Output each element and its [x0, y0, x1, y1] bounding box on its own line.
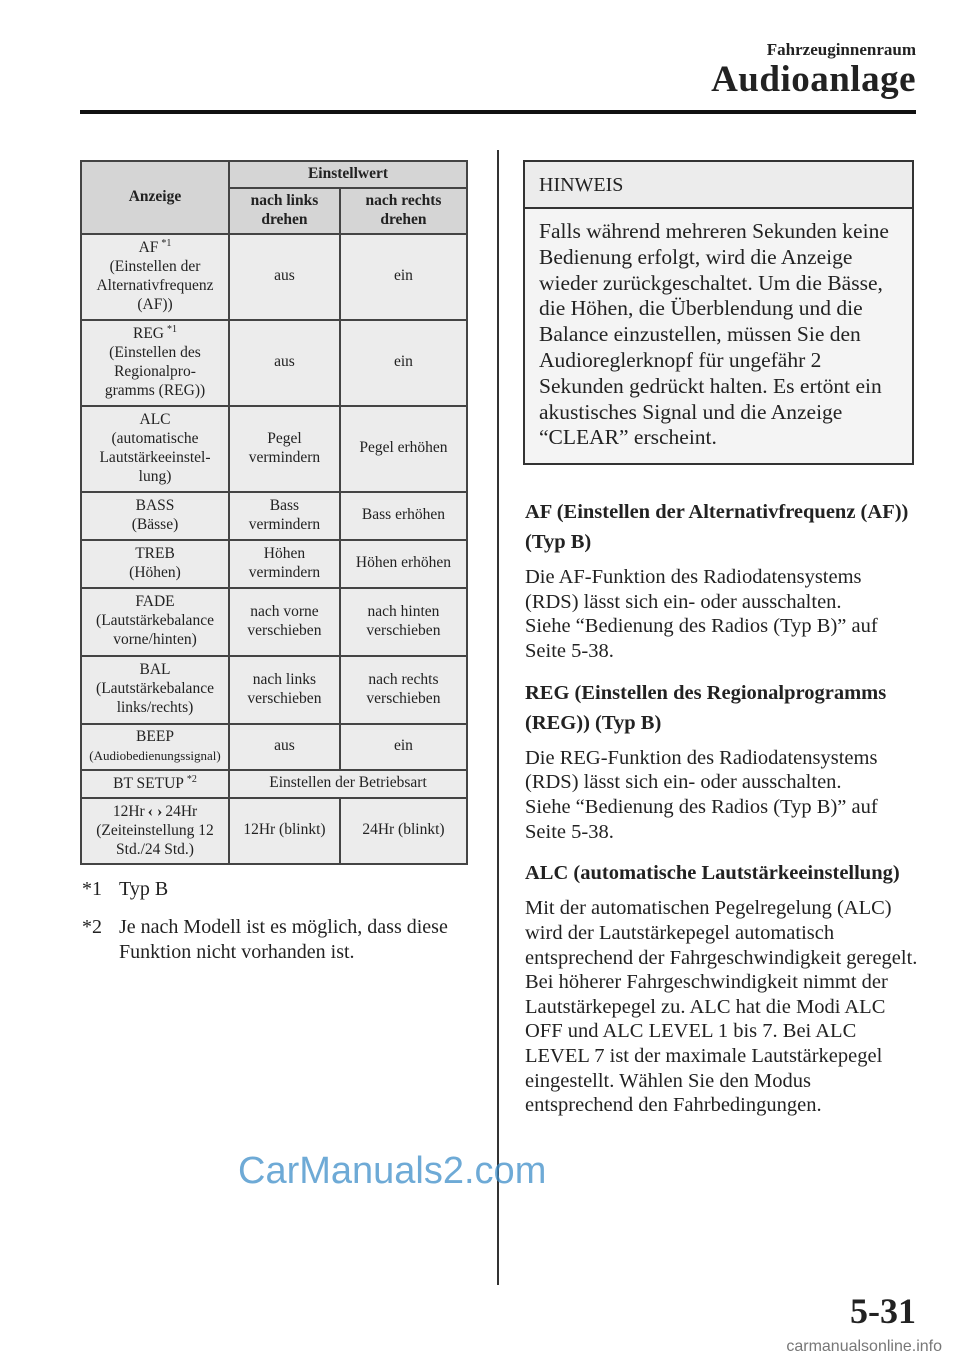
row-label: TREB (Höhen) — [81, 540, 229, 588]
cell-right: ein — [340, 320, 467, 406]
watermark: CarManuals2.com — [238, 1150, 547, 1192]
table-row — [81, 798, 467, 864]
section-heading: AF (Einstellen der Alternativfrequenz (AF)) (Typ B) — [525, 501, 909, 554]
row-label: BASS (Bässe) — [81, 492, 229, 540]
table-row — [81, 724, 467, 770]
cell-left: Höhen vermindern — [229, 540, 340, 588]
cell-right: Pegel erhöhen — [340, 406, 467, 492]
cell-right: Bass erhöhen — [340, 492, 467, 540]
watermark: carmanualsonline.info — [786, 1338, 942, 1355]
cell-left: aus — [229, 234, 340, 320]
page-number: 5-31 — [850, 1291, 916, 1331]
table-row — [81, 588, 467, 656]
row-label: BT SETUP $^{*2}$ — [81, 770, 229, 798]
cell-left: nach links verschieben — [229, 656, 340, 724]
header-turn-left: nach links drehen — [229, 188, 340, 234]
cell-left: Pegel vermindern — [229, 406, 340, 492]
note-body: Falls während mehreren Sekunden keine Bedienung erfolgt, wird die Anzeige wieder zurückgeschaltet. Um die Bässe, die Höhen, die Überblendung und die Balance einzustellen, müssen Sie den Audioreglerknopf für ungefähr 2 Sekunden gedrückt halten. Es ertönt ein akustisches Signal und die Anzeige “CLEAR” erscheint. — [525, 209, 912, 463]
cell-right: ein — [340, 234, 467, 320]
table-row — [81, 320, 467, 406]
cell-bt-setup-value: Einstellen der Betriebsart — [229, 770, 467, 798]
header-anzeige: Anzeige — [81, 161, 229, 234]
note-box — [523, 160, 914, 465]
section-heading: REG (Einstellen des Regionalprogramms (REG)) (Typ B) — [525, 681, 887, 734]
table-row — [81, 656, 467, 724]
row-label: BAL (Lautstärkebalance links/rechts) — [81, 656, 229, 724]
section-heading: ALC (automatische Lautstärkeeinstellung) — [525, 862, 900, 885]
table-row — [81, 540, 467, 588]
cell-right: 24Hr (blinkt) — [340, 798, 467, 864]
cell-right: ein — [340, 724, 467, 770]
table-row — [81, 234, 467, 320]
row-label: REG $^{*1}$ (Einstellen des Regionalpro- gramms (REG)) — [81, 320, 229, 406]
cell-right: nach rechts verschieben — [340, 656, 467, 724]
row-label: BEEP (Audiobedienungssignal) — [81, 724, 229, 770]
footnotes — [82, 877, 482, 978]
cell-right: nach hinten verschieben — [340, 588, 467, 656]
section-body: Die AF-Funktion des Radiodatensystems (RDS) lässt sich ein- oder ausschalten. Siehe “Bedienung des Radios (Typ B)” auf Seite 5-38. — [525, 566, 878, 663]
section-body: Mit der automatischen Pegelregelung (ALC) wird der Lautstärkepegel automatisch entsprechend der Fahrgeschwindigkeit geregelt. Bei höherer Fahrgeschwindigkeit nimmt der Lautstärkepegel zu. ALC hat die Modi ALC OFF und ALC LEVEL 1 bis 7. Bei ALC LEVEL 7 ist der maximale Lautstärkepegel eingestellt. Wählen Sie den Modus entsprechend den Fahrbedingungen. — [525, 897, 918, 1117]
table-row — [81, 492, 467, 540]
page-title: Audioanlage — [711, 59, 916, 100]
note-title: HINWEIS — [525, 162, 912, 209]
cell-left: 12Hr (blinkt) — [229, 798, 340, 864]
cell-left: aus — [229, 320, 340, 406]
cell-left: aus — [229, 724, 340, 770]
settings-table — [80, 160, 468, 865]
header-rule — [80, 110, 916, 114]
row-label: 12Hr ‹ › 24Hr (Zeiteinstellung 12 Std./24 Std.) — [81, 798, 229, 864]
left-right-arrows-icon: ‹ › — [147, 802, 163, 820]
table-row — [81, 770, 467, 798]
section-body: Die REG-Funktion des Radiodatensystems (RDS) lässt sich ein- oder ausschalten. Siehe “Bedienung des Radios (Typ B)” auf Seite 5-38. — [525, 746, 878, 843]
section-label: Fahrzeuginnenraum — [766, 40, 916, 59]
footnote: *2 Je nach Modell ist es möglich, dass diese Funktion nicht vorhanden ist. — [82, 915, 448, 964]
column-divider — [497, 150, 499, 1285]
row-label: FADE (Lautstärkebalance vorne/hinten) — [81, 588, 229, 656]
cell-right: Höhen erhöhen — [340, 540, 467, 588]
cell-left: nach vorne verschieben — [229, 588, 340, 656]
table-row — [81, 406, 467, 492]
footnote: *1 Typ B — [82, 878, 169, 900]
cell-left: Bass vermindern — [229, 492, 340, 540]
row-label: AF $^{*1}$ (Einstellen der Alternativfrequenz (AF)) — [81, 234, 229, 320]
right-column-text — [525, 497, 920, 1132]
row-label: ALC (automatische Lautstärkeeinstel- lung) — [81, 406, 229, 492]
header-einstellwert: Einstellwert — [229, 161, 467, 188]
header-turn-right: nach rechts drehen — [340, 188, 467, 234]
